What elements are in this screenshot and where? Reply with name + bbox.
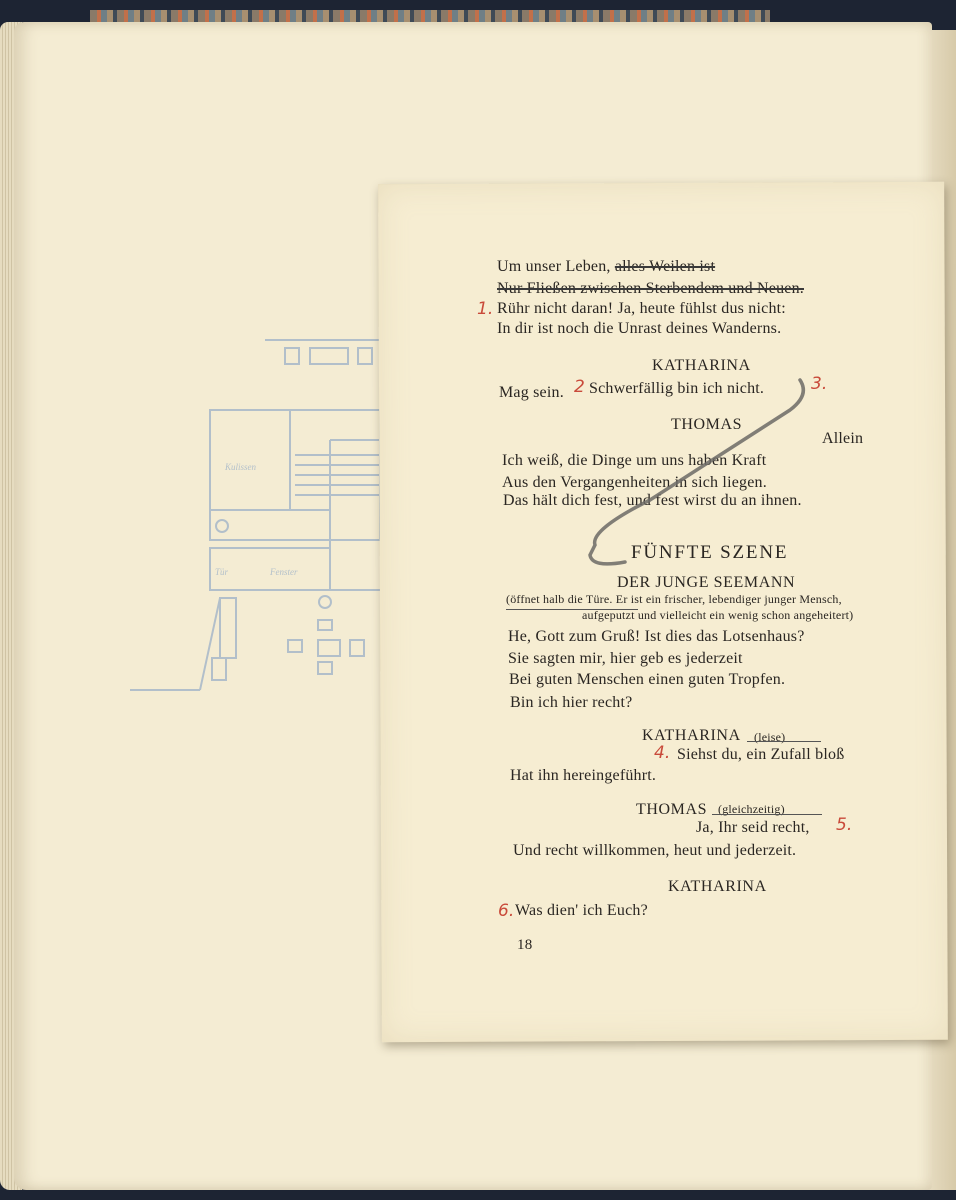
floorplan-label-fenster: Fenster (270, 567, 298, 577)
script-line-2-struck: Nur Fließen zwischen Sterbendem und Neuen. (497, 280, 804, 297)
speaker-thomas-2: THOMAS (636, 801, 708, 818)
floorplan-label-tuer: Tür (215, 567, 229, 577)
floorplan-sketch (120, 330, 390, 710)
script-line-18: Was dien' ich Euch? (515, 902, 648, 919)
cue-mark-2: 2 (574, 377, 585, 397)
script-line-9: Das hält dich fest, und fest wirst du an ihnen. (503, 492, 802, 509)
script-line-10: He, Gott zum Gruß! Ist dies das Lotsenhaus? (508, 628, 805, 645)
script-line-11: Sie sagten mir, hier geb es jederzeit (508, 650, 743, 667)
script-line-7: Ich weiß, die Dinge um uns haben Kraft (502, 452, 767, 469)
direction-underline-gleichzeitig (712, 814, 822, 815)
script-line-12: Bei guten Menschen einen guten Tropfen. (509, 671, 786, 688)
speaker-katharina-2-direction: (leise) (754, 730, 786, 744)
script-line-8: Aus den Vergangenheiten in sich liegen. (502, 474, 767, 491)
script-line-5b: Schwerfällig bin ich nicht. (589, 380, 765, 397)
speaker-thomas-1: THOMAS (671, 416, 743, 433)
scene-title: FÜNFTE SZENE (631, 542, 789, 563)
line-1-struck-text: alles Weilen ist (614, 258, 716, 275)
speaker-katharina-2: KATHARINA (642, 727, 741, 744)
stage-direction-line-2: aufgeputzt und vielleicht ein wenig schon angeheitert) (582, 608, 854, 622)
page-number: 18 (517, 937, 533, 953)
speaker-thomas-2-direction: (gleichzeitig) (718, 802, 785, 816)
speaker-katharina-1: KATHARINA (652, 357, 751, 374)
script-line-6: Allein (822, 430, 864, 447)
cue-mark-6: 6. (498, 901, 515, 921)
stage-direction-line-1: (öffnet halb die Türe. Er ist ein frischer, lebendiger junger Mensch, (506, 592, 842, 606)
cue-mark-3: 3. (811, 374, 828, 394)
script-line-13: Bin ich hier recht? (510, 694, 633, 711)
script-line-1 (497, 258, 715, 276)
speaker-der-junge-seemann: DER JUNGE SEEMANN (617, 574, 796, 591)
cue-mark-4: 4. (654, 743, 671, 763)
direction-underline-leise (747, 741, 821, 742)
script-line-16: Ja, Ihr seid recht, (696, 819, 810, 836)
cue-mark-1: 1. (477, 299, 494, 319)
line-1-text: Um unser Leben, (497, 258, 611, 275)
script-line-5a: Mag sein. (499, 384, 564, 401)
script-line-4: In dir ist noch die Unrast deines Wanderns. (497, 320, 782, 337)
script-line-14: Siehst du, ein Zufall bloß (677, 746, 845, 763)
cue-mark-5: 5. (836, 815, 853, 835)
speaker-katharina-3: KATHARINA (668, 878, 767, 895)
floorplan-label-kulissen: Kulissen (225, 462, 257, 472)
script-line-15: Hat ihn hereingeführt. (510, 767, 657, 784)
script-line-3: Rühr nicht daran! Ja, heute fühlst dus nicht: (497, 300, 786, 317)
script-line-17: Und recht willkommen, heut und jederzeit. (513, 842, 797, 859)
